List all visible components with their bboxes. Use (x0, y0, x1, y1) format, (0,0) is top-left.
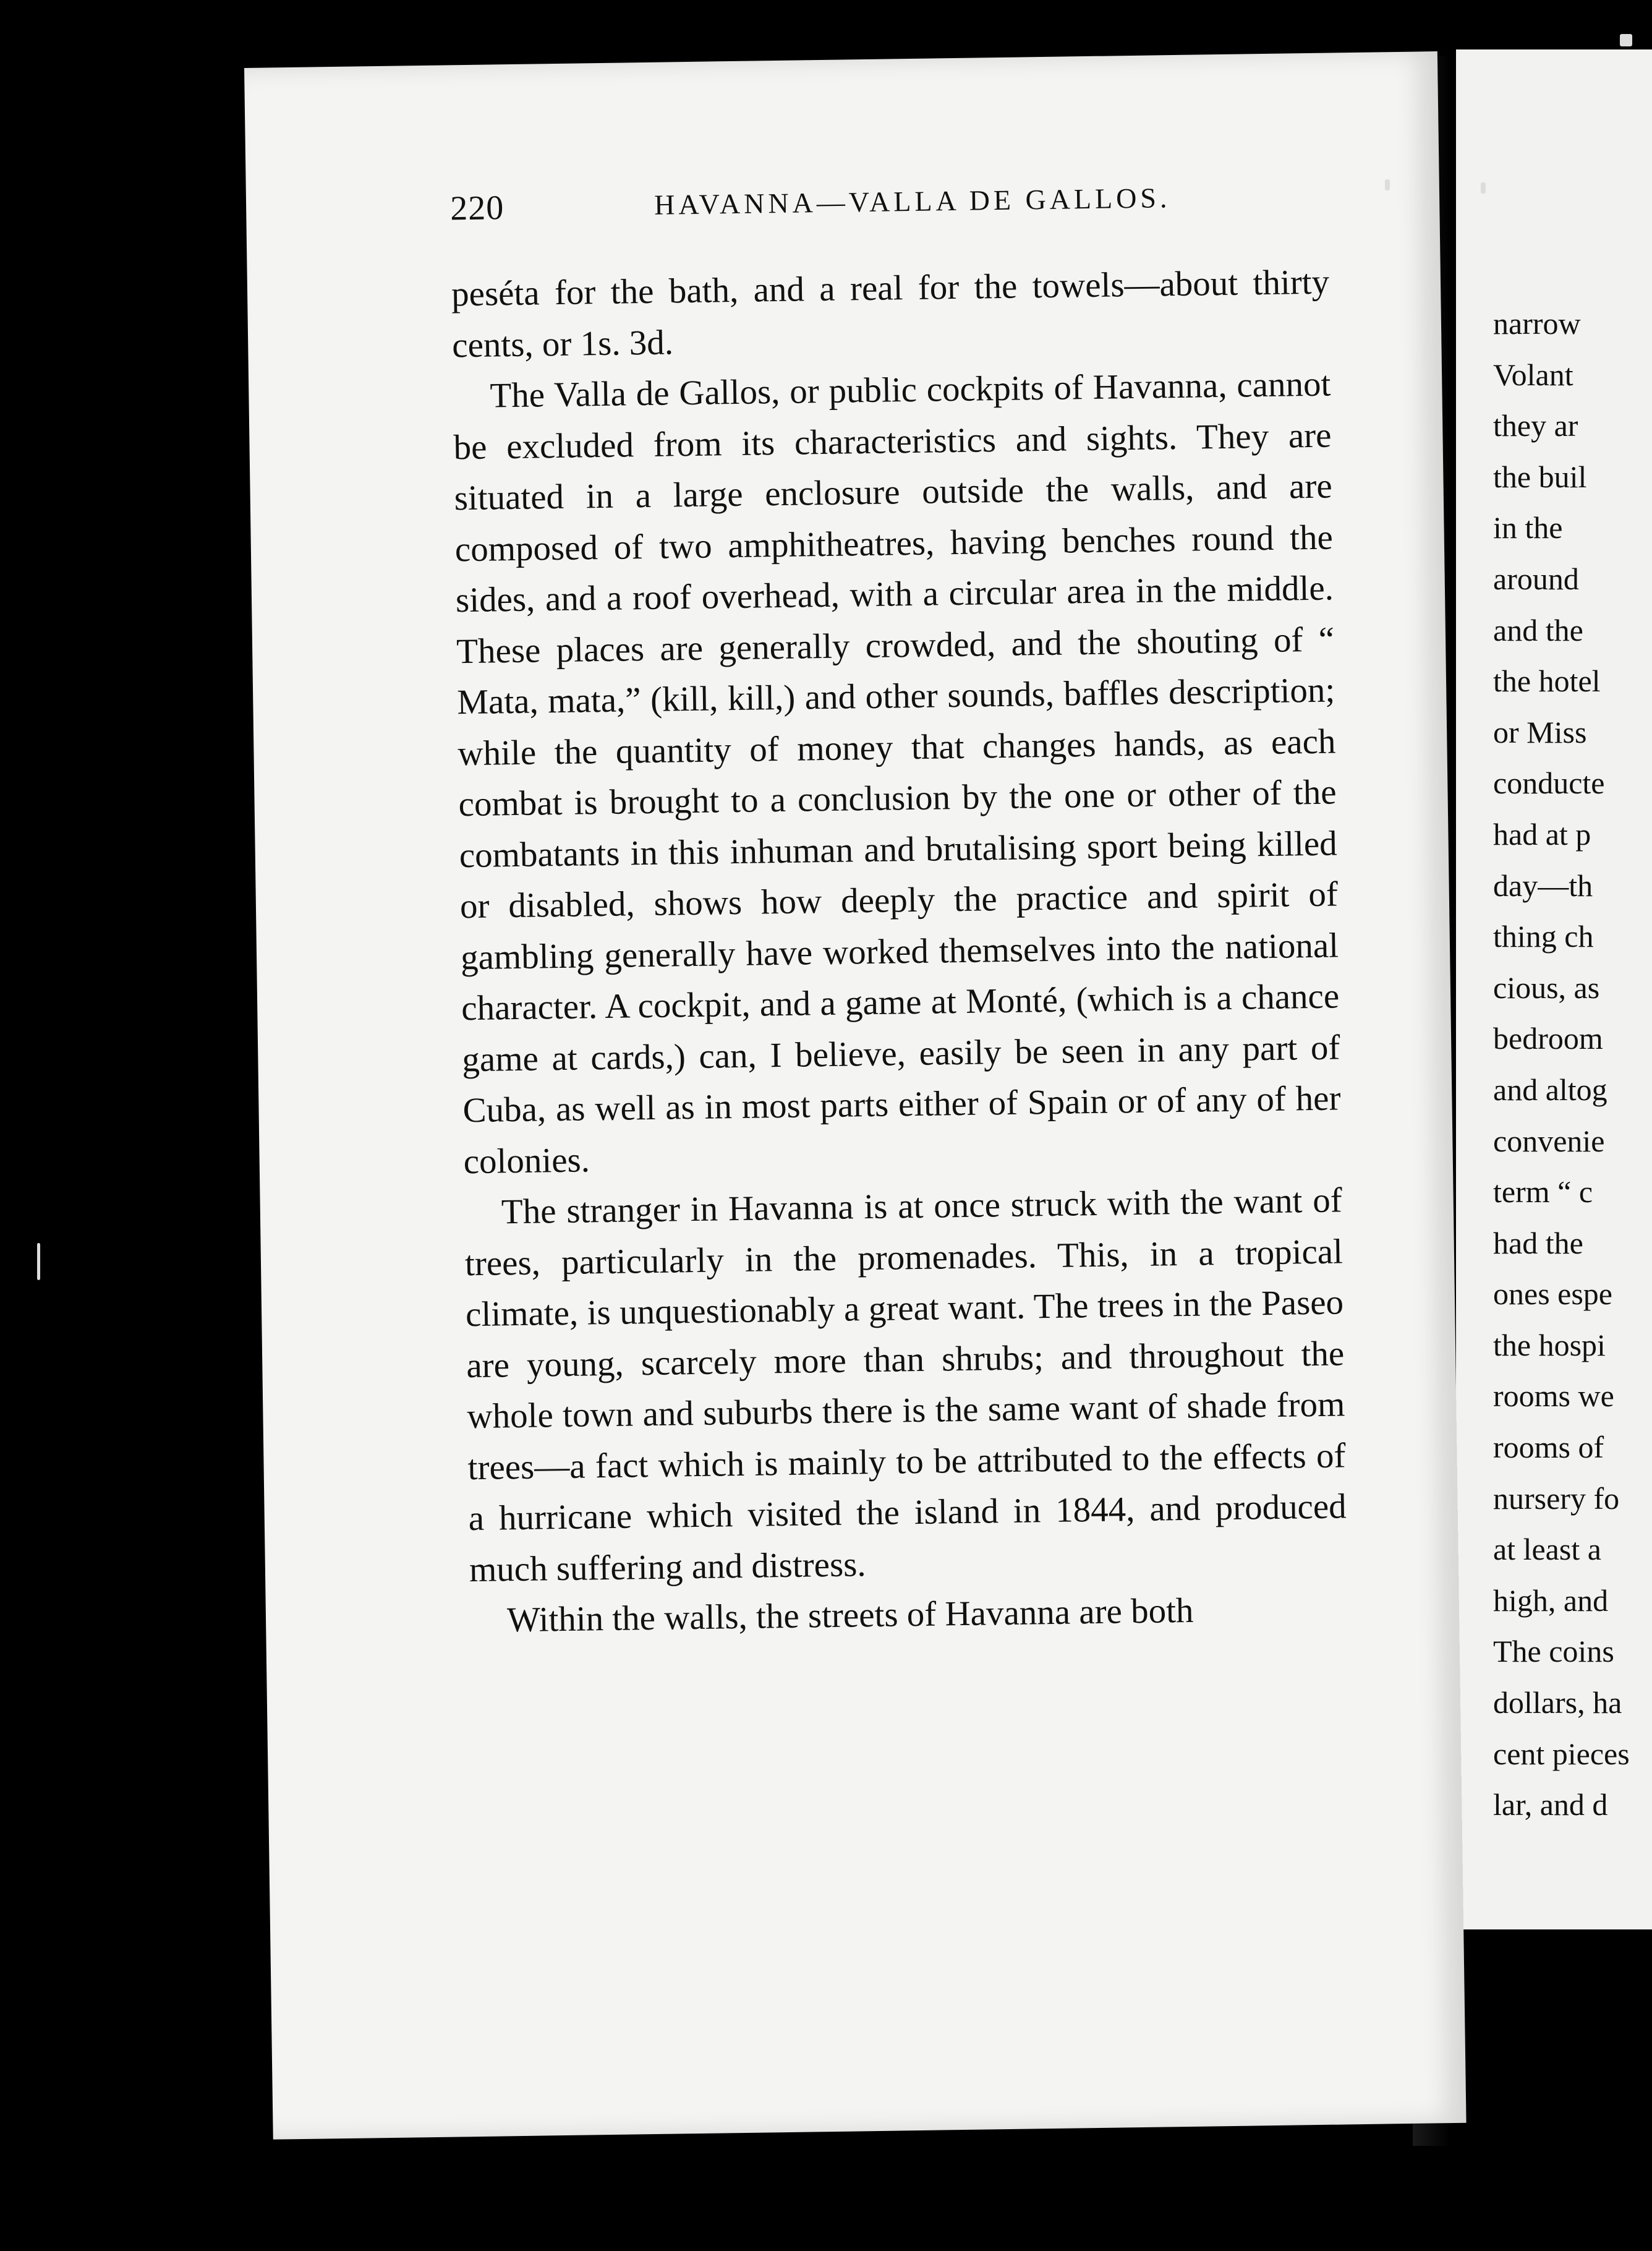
right-line: bedroom (1493, 1021, 1603, 1056)
right-line: the hospi (1493, 1327, 1606, 1362)
scan-speck (1481, 182, 1486, 194)
running-title: HAVANNA—VALLA DE GALLOS. (654, 182, 1171, 221)
right-line: at least a (1493, 1532, 1601, 1567)
right-line: rooms of (1493, 1430, 1604, 1465)
right-line: dollars, ha (1493, 1685, 1622, 1720)
right-line: The coins (1493, 1634, 1614, 1669)
right-line: they ar (1493, 408, 1578, 443)
paragraph: Within the walls, the streets of Havanna are both (506, 1591, 1194, 1640)
body-text (451, 257, 1348, 1647)
right-line: nursery fo (1493, 1480, 1620, 1516)
scan-speck (37, 1243, 40, 1280)
running-head (450, 176, 1379, 263)
scan-speck (1620, 34, 1632, 46)
scan-speck (1385, 179, 1390, 190)
right-line: the buil (1493, 459, 1587, 494)
right-line: lar, and d (1493, 1787, 1608, 1822)
left-page (244, 51, 1467, 2140)
right-line: convenie (1493, 1123, 1605, 1158)
right-line: thing ch (1493, 919, 1594, 954)
right-line: and altog (1493, 1072, 1607, 1107)
right-line: ones espe (1493, 1276, 1612, 1312)
right-line: had the (1493, 1225, 1583, 1260)
right-line: rooms we (1493, 1378, 1614, 1414)
paragraph: The Valla de Gallos, or public cockpits of Havanna, cannot be excluded from its characteristics and sights. They are situated in a large enclosure outside the walls, and are composed of two amphitheatres, having benches round the sides, and a roof overhead, with a circular area in the middle. These places are generally crowded, and the shouting of “ Mata, mata,” (kill, kill,) and other sounds, baffles description; while the quantity of money that changes hands, as each combat is brought to a conclusion by the one or other of the combatants in this inhuman and brutalising sport being killed or disabled, shows how deeply the practice and spirit of gambling generally have worked themselves into the national character. A cockpit, and a game at Monté, (which is a chance game at cards,) can, I believe, easily be seen in any part of Cuba, as well as in most parts either of Spain or of any of her colonies. (453, 364, 1341, 1181)
right-line: the hotel (1493, 664, 1601, 699)
paragraph: peséta for the bath, and a real for the towels—about thirty cents, or 1s. 3d. (451, 262, 1330, 365)
right-line: cious, as (1493, 970, 1600, 1005)
right-line: narrow (1493, 306, 1581, 341)
right-line: high, and (1493, 1583, 1609, 1618)
right-line: Volant (1493, 357, 1573, 392)
right-line: cent pieces (1493, 1736, 1630, 1771)
right-line: in the (1493, 510, 1563, 545)
right-page-text (1493, 298, 1652, 1830)
right-line: or Miss (1493, 714, 1587, 750)
right-line: and the (1493, 612, 1583, 647)
right-page (1456, 49, 1652, 1929)
right-line: day—th (1493, 868, 1593, 903)
right-line: term “ c (1493, 1174, 1593, 1210)
page-number: 220 (449, 189, 505, 228)
right-line: conducte (1493, 766, 1605, 801)
right-line: around (1493, 561, 1579, 596)
right-line: had at p (1493, 816, 1591, 852)
paragraph: The stranger in Havanna is at once struck with the want of trees, particularly in the promenades. This, in a tropical climate, is unquestionably a great want. The trees in the Paseo are young, scarcely more than shrubs; and throughout the whole town and suburbs there is the same want of shade from trees—a fact which is mainly to be attributed to the effects of a hurricane which visited the island in 1844, and produced much suffering and distress. (464, 1181, 1347, 1589)
